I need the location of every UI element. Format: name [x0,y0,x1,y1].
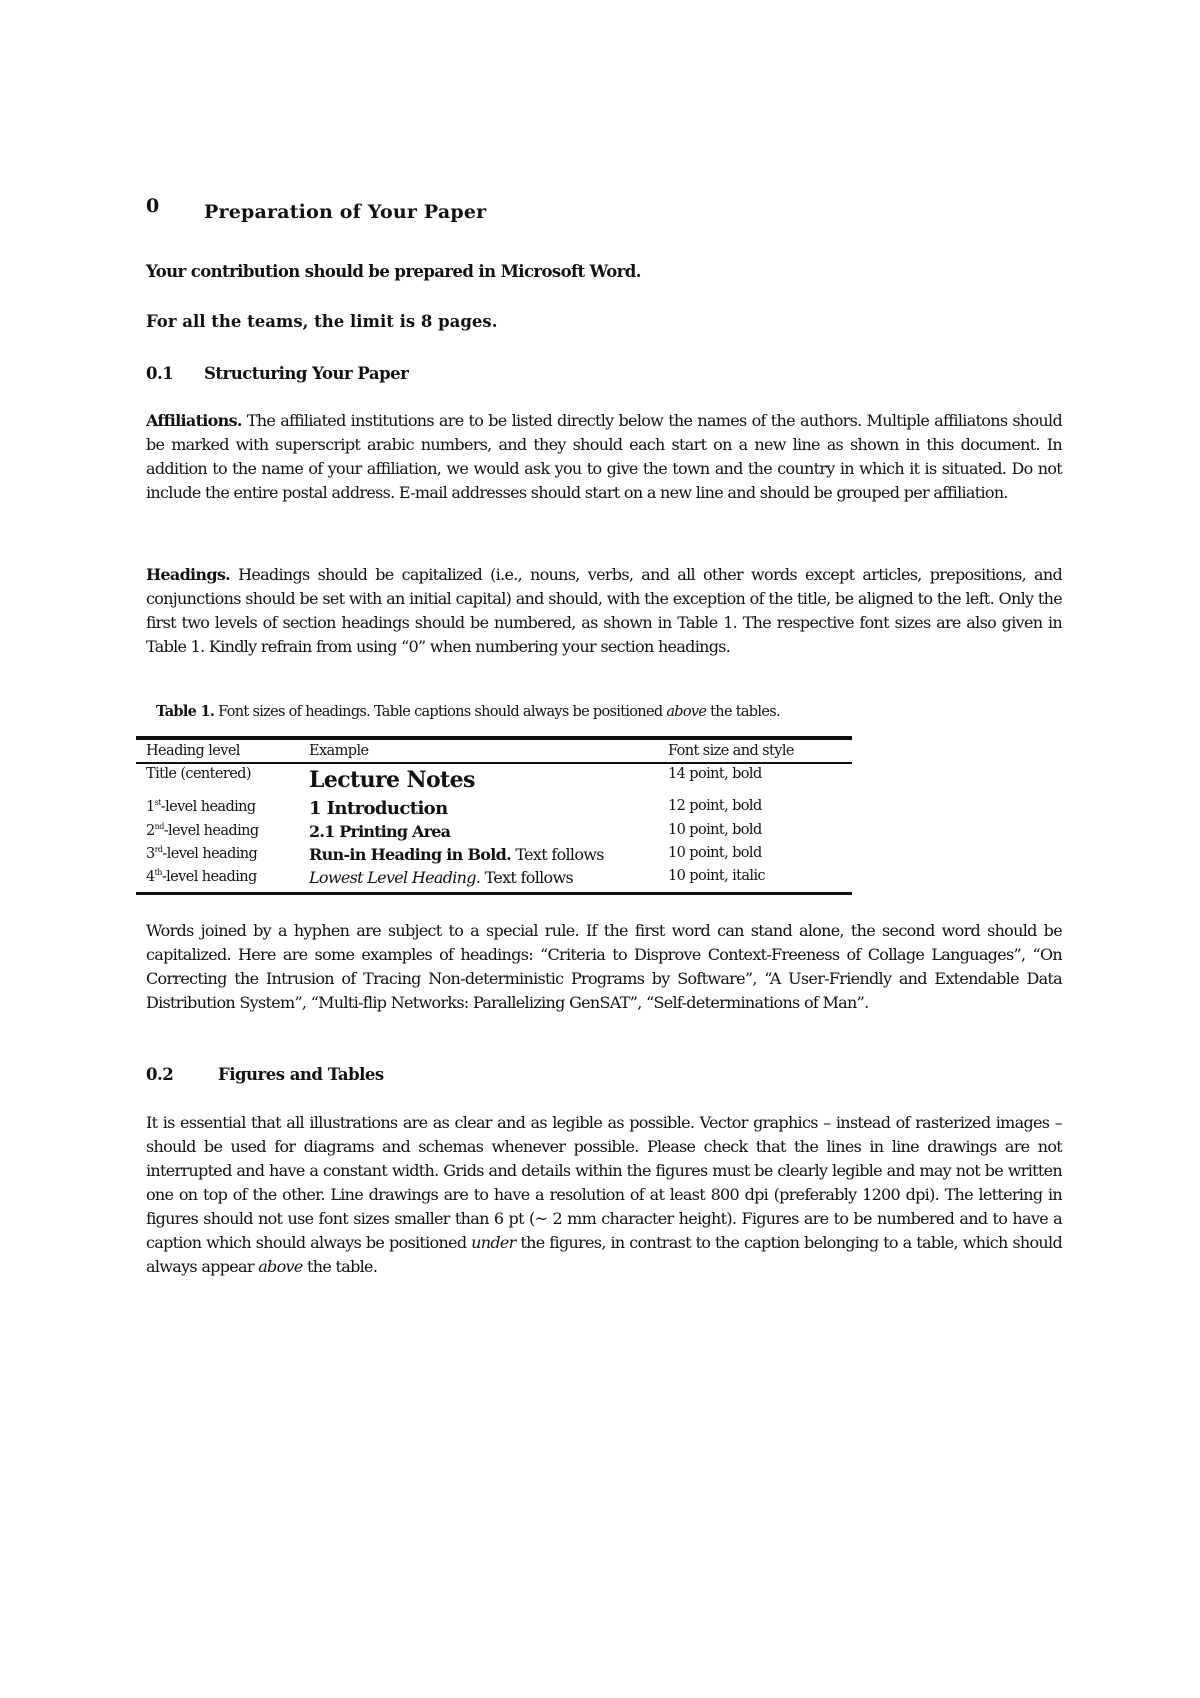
table-cell-style: 10 point, bold [668,845,762,861]
affiliations-runin-heading: Affiliations. [146,411,242,430]
table-caption [156,703,780,720]
table-cell-style: 10 point, bold [668,822,762,838]
headings-paragraph [146,563,1062,659]
table-cell-style: 12 point, bold [668,798,762,814]
table-cell-style: 10 point, italic [668,868,765,884]
table-header-row [136,740,852,764]
level-label: -level heading [163,822,259,839]
table-cell-example [309,868,573,887]
table-cell-example: 2.1 Printing Area [309,822,451,841]
table-header-cell: Heading level [146,743,240,759]
hyphen-rule-paragraph: Words joined by a hyphen are subject to a special rule. If the first word can stand alone, the second word should be capitalized. Here are some examples of headings: “Criteria to Disprove Context-Freeness of Collage Languages”, “On Correcting the Intrusion of Tracing Non-deterministic Programs by Software”, “A User-Friendly and Extendable Data Distribution System”, “Multi-flip Networks: Parallelizing GenSAT”, “Self-determinations of Man”. [146,921,1062,1012]
figures-text: It is essential that all illustrations are as clear and as legible as possible. Vector graphics – instead of rasterized images – should be used for diagrams and schemas whenever possible. Please check that the lines in line drawings are not interrupted and have a constant width. Grids and details within the figures must be clearly legible and may not be written one on top of the other. Line drawings are to have a resolution of at least 800 dpi (preferably 1200 dpi). The lettering in figures should not use font sizes smaller than 6 pt (~ 2 mm character height). Figures are to be numbered and to have a caption which should always be positioned [146,1113,1062,1252]
subsection-number: 0.1 [146,364,174,383]
level-number: 3 [146,845,155,862]
table-row [136,796,852,821]
level-suffix: nd [154,822,164,831]
affiliations-paragraph [146,409,1062,505]
subsection-title: Figures and Tables [218,1065,384,1084]
table-row [136,764,852,796]
figures-text-mid: the figures, in contrast to the caption belonging to a table, which should always appear [146,1233,1062,1276]
table-caption-end: the tables. [706,704,780,720]
table-cell-level [146,822,259,839]
headings-text: Headings should be capitalized (i.e., nouns, verbs, and all other words except articles, prepositions, and conjunctions should be set with an initial capital) and should, with the exception of the title, be aligned to the left. Only the first two levels of section headings should be numbered, as shown in Table 1. The respective font sizes are also given in Table 1. Kindly refrain from using “0” when numbering your section headings. [146,565,1062,656]
table-cell-example: 1 Introduction [309,798,448,819]
figures-emphasis-above: above [258,1257,303,1276]
subsection-number: 0.2 [146,1065,174,1084]
figures-text-end: the table. [302,1257,378,1276]
table-row [136,844,852,867]
level-label: -level heading [162,845,258,862]
example-runin: Run-in Heading in Bold. [309,845,512,864]
table-cell-level: Title (centered) [146,766,251,782]
table-header-cell: Example [309,743,369,759]
example-text: Text follows [480,868,573,887]
table-caption-emphasis: above [666,704,707,720]
figures-paragraph [146,1111,1062,1279]
table-header-cell: Font size and style [668,743,794,759]
example-text: Text follows [511,845,604,864]
section-title: Preparation of Your Paper [204,201,487,223]
table-cell-example [309,845,604,864]
level-number: 1 [146,798,155,815]
level-number: 4 [146,868,155,885]
level-suffix: st [154,798,161,807]
table-row [136,821,852,844]
level-suffix: th [154,868,162,877]
font-sizes-table [136,736,852,895]
table-cell-example: Lecture Notes [309,767,475,793]
table-cell-level [146,868,257,885]
table-row [136,867,852,892]
level-suffix: rd [154,845,163,854]
table-cell-level [146,798,256,815]
word-requirement-note: Your contribution should be prepared in Microsoft Word. [146,262,641,281]
figures-emphasis-under: under [471,1233,516,1252]
section-number: 0 [146,195,160,217]
page-limit-note: For all the teams, the limit is 8 pages. [146,312,498,331]
table-caption-text: Font sizes of headings. Table captions should always be positioned [214,704,667,720]
level-label: -level heading [161,868,257,885]
table-caption-label: Table 1. [156,703,215,720]
table-cell-level [146,845,257,862]
level-number: 2 [146,822,155,839]
affiliations-text: The affiliated institutions are to be listed directly below the names of the authors. Multiple affiliatons should be marked with superscript arabic numbers, and they should each start on a new line as shown in this document. In addition to the name of your affiliation, we would ask you to give the town and the country in which it is situated. Do not include the entire postal address. E-mail addresses should start on a new line and should be grouped per affiliation. [146,411,1062,502]
example-italic: Lowest Level Heading. [309,868,481,887]
level-label: -level heading [160,798,256,815]
subsection-title: Structuring Your Paper [204,364,409,383]
headings-runin-heading: Headings. [146,565,231,584]
table-cell-style: 14 point, bold [668,766,762,782]
